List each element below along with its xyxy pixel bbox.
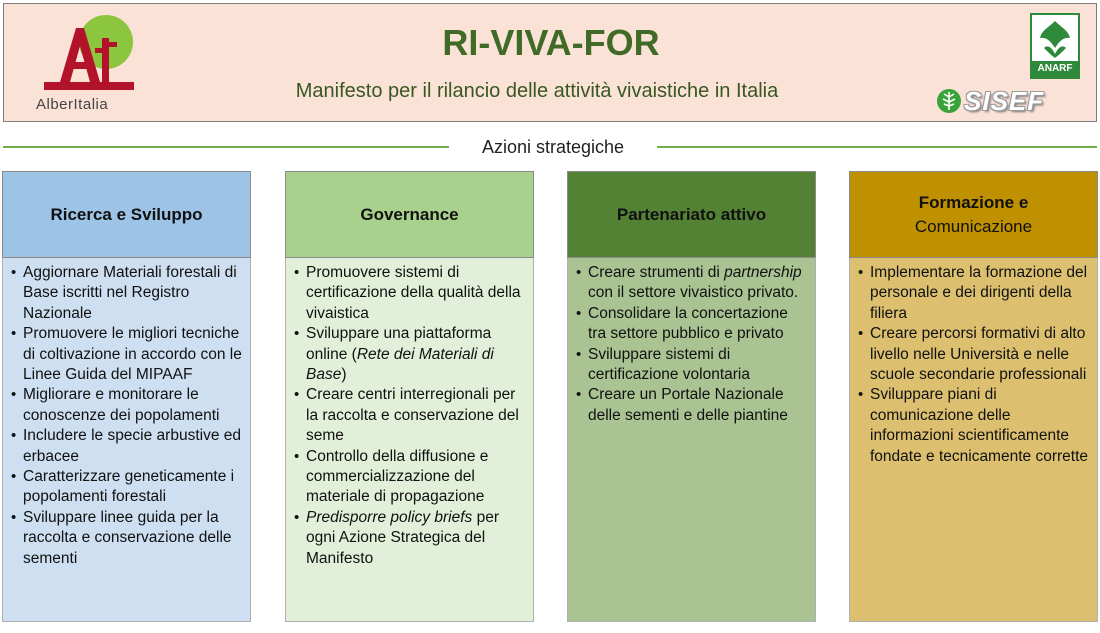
header-banner: [3, 3, 1097, 122]
sisef-logo: [936, 86, 1091, 116]
alberitalia-logo-text: AlberItalia: [36, 96, 109, 113]
list-item: • Creare un Portale Nazionale delle sementi e delle piantine: [576, 385, 807, 426]
sisef-logo-text: SISEF: [964, 86, 1045, 116]
list-item: • Caratterizzare geneticamente i popolamenti forestali: [11, 467, 242, 508]
list-item: • Sviluppare una piattaforma online (Rete dei Materiali di Base): [294, 324, 525, 385]
column-title-line2: Comunicazione: [914, 216, 1033, 236]
list-item: • Includere le specie arbustive ed erbacee: [11, 426, 242, 467]
list-item: • Sviluppare linee guida per la raccolta e conservazione delle sementi: [11, 508, 242, 569]
divider-line-left: [3, 146, 449, 148]
column-partenariato-attivo: [567, 171, 816, 622]
leaf-emblem-icon: [1036, 18, 1074, 60]
column-title: Governance: [360, 204, 459, 224]
column-formazione-comunicazione: [849, 171, 1098, 622]
column-title: Partenariato attivo: [616, 204, 767, 224]
column-body: [567, 258, 816, 622]
column-header: [2, 171, 251, 258]
list-item: • Sviluppare sistemi di certificazione volontaria: [576, 345, 807, 386]
action-list: [294, 263, 525, 569]
list-item: • Promuovere sistemi di certificazione della qualità della vivaistica: [294, 263, 525, 324]
list-item: • Sviluppare piani di comunicazione delle informazioni scientificamente fondate e tecnicamente corrette: [858, 385, 1089, 467]
action-list: [576, 263, 807, 426]
column-governance: [285, 171, 534, 622]
column-title: Ricerca e Sviluppo: [50, 204, 203, 224]
list-item: • Creare centri interregionali per la raccolta e conservazione del seme: [294, 385, 525, 446]
list-item: • Consolidare la concertazione tra settore pubblico e privato: [576, 304, 807, 345]
list-item: • Controllo della diffusione e commercializzazione del materiale di propagazione: [294, 447, 525, 508]
action-list: [11, 263, 242, 569]
column-header: [849, 171, 1098, 258]
divider-line-right: [657, 146, 1097, 148]
anarf-logo: [1030, 13, 1080, 79]
column-header: [285, 171, 534, 258]
list-item: • Implementare la formazione del personale e dei dirigenti della filiera: [858, 263, 1089, 324]
list-item: • Migliorare e monitorare le conoscenze dei popolamenti: [11, 385, 242, 426]
column-body: [285, 258, 534, 622]
column-body: [849, 258, 1098, 622]
list-item: • Predisporre policy briefs per ogni Azione Strategica del Manifesto: [294, 508, 525, 569]
column-ricerca-sviluppo: [2, 171, 251, 622]
section-label: Azioni strategiche: [481, 137, 625, 157]
leaf-icon: [936, 88, 962, 114]
action-list: [858, 263, 1089, 467]
column-header: [567, 171, 816, 258]
list-item: • Creare strumenti di partnership con il settore vivaistico privato.: [576, 263, 807, 304]
column-body: [2, 258, 251, 622]
page-title: RI-VIVA-FOR: [442, 22, 660, 63]
page-subtitle: Manifesto per il rilancio delle attività vivaistiche in Italia: [295, 80, 779, 102]
list-item: • Aggiornare Materiali forestali di Base iscritti nel Registro Nazionale: [11, 263, 242, 324]
column-title: Formazione e: [918, 192, 1029, 212]
list-item: • Creare percorsi formativi di alto livello nelle Università e nelle scuole secondarie professionali: [858, 324, 1089, 385]
anarf-logo-text: ANARF: [1032, 61, 1078, 77]
list-item: • Promuovere le migliori tecniche di coltivazione in accordo con le Linee Guida del MIPAAF: [11, 324, 242, 385]
